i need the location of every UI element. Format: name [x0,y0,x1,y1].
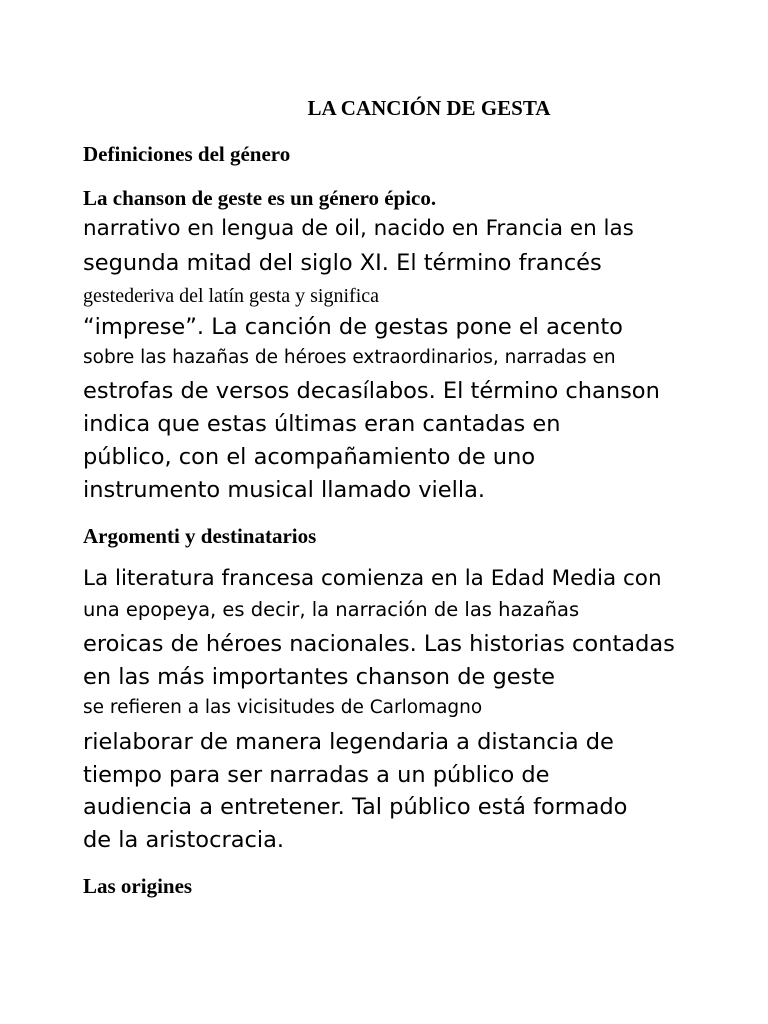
paragraph-line: sobre las hazañas de héroes extraordinarios, narradas en [83,347,616,368]
paragraph-line: de la aristocracia. [83,827,285,853]
paragraph-line: se refieren a las vicisitudes de Carlomagno [83,697,483,718]
paragraph-line: narrativo en lengua de oil, nacido en Francia en las [83,216,634,241]
paragraph-line: una epopeya, es decir, la narración de las hazañas [83,598,580,621]
paragraph-line: La literatura francesa comienza en la Edad Media con [83,566,662,591]
paragraph-line: estrofas de versos decasílabos. El término chanson [83,378,660,404]
paragraph-line: eroicas de héroes nacionales. Las historias contadas [83,631,675,657]
paragraph-line: audiencia a entretener. Tal público está formado [83,794,628,820]
paragraph-line: gestederiva del latín gesta y significa [83,285,380,307]
paragraph-line: La chanson de geste es un género épico. [83,186,437,210]
paragraph-line: “imprese”. La canción de gestas pone el acento [83,314,623,340]
paragraph-line: indica que estas últimas eran cantadas en [83,411,561,437]
document-title: LA CANCIÓN DE GESTA [307,96,551,120]
paragraph-line: instrumento musical llamado viella. [83,477,486,503]
paragraph-line: público, con el acompañamiento de uno [83,444,536,470]
section-heading-origines: Las origines [83,874,193,898]
paragraph-line: rielaborar de manera legendaria a distancia de [83,729,614,755]
paragraph-line: segunda mitad del siglo XI. El término francés [83,250,602,276]
paragraph-line: tiempo para ser narradas a un público de [83,762,550,788]
section-heading-argomenti: Argomenti y destinatarios [83,524,317,548]
section-heading-definiciones: Definiciones del género [83,142,291,166]
paragraph-line: en las más importantes chanson de geste [83,664,555,690]
